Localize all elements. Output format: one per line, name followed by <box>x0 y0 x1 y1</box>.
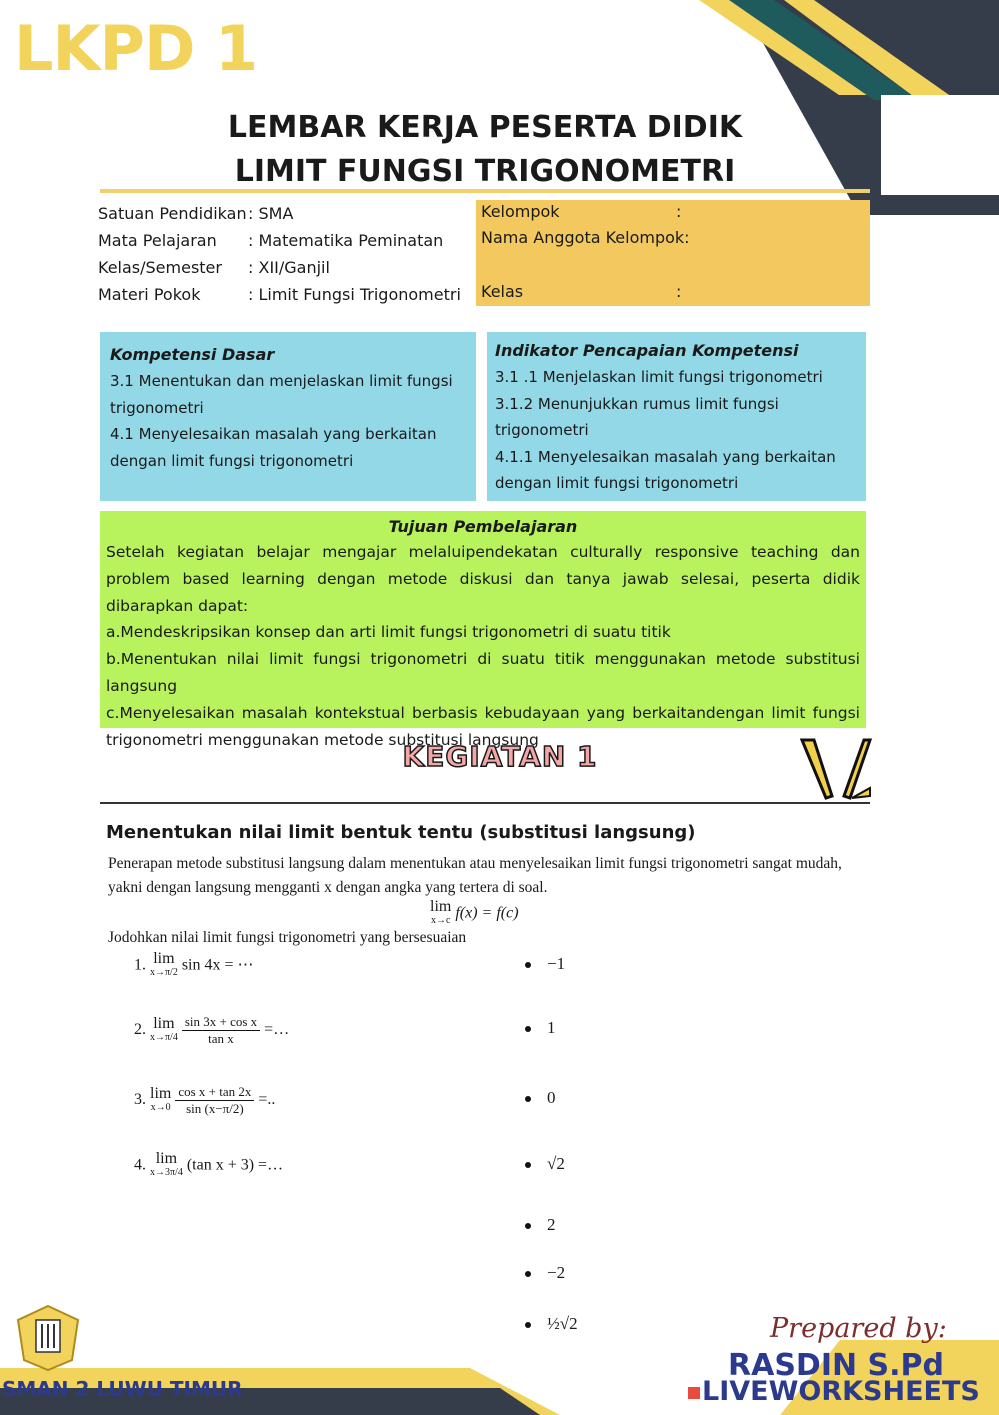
info-value: : Limit Fungsi Trigonometri <box>248 285 461 304</box>
fraction-denominator: tan x <box>208 1031 234 1046</box>
tujuan-c: c.Menyelesaikan masalah kontekstual berbasis kebudayaan yang berkaitandengan limit fungsi trigonometri menggunakan metode substitusi langsung <box>106 703 860 749</box>
option-value: ½√2 <box>547 1314 578 1333</box>
author-name: RASDIN S.Pd <box>728 1348 945 1383</box>
tujuan-b: b.Menentukan nilai limit fungsi trigonometri di suatu titik menggunakan metode substitusi langsung <box>106 650 860 695</box>
lim-sub: x→π/4 <box>150 1031 178 1043</box>
kelompok-label: Kelompok <box>481 202 560 221</box>
kelas-colon: : <box>676 282 682 301</box>
tujuan-box <box>100 511 866 749</box>
title-divider <box>100 189 870 193</box>
kegiatan-subtitle: Menentukan nilai limit bentuk tentu (substitusi langsung) <box>106 822 696 843</box>
info-row <box>98 281 461 308</box>
kegiatan-divider <box>100 802 870 804</box>
question-4 <box>134 1152 283 1180</box>
question-number: 1. <box>134 956 146 974</box>
option-value: 1 <box>547 1018 556 1037</box>
question-number: 3. <box>134 1091 146 1109</box>
kelompok-colon: : <box>676 202 682 221</box>
formula-body: f(x) = f(c) <box>455 904 519 922</box>
question-body: sin 4x = ⋯ <box>181 956 254 974</box>
info-row <box>98 227 461 254</box>
matching-instruction: Jodohkan nilai limit fungsi trigonometri yang bersesuaian <box>108 929 467 946</box>
kompetensi-line: trigonometri <box>110 398 204 417</box>
kompetensi-dasar-box <box>100 332 476 501</box>
title-line-1: LEMBAR KERJA PESERTA DIDIK <box>227 110 743 145</box>
lim-sub: x→0 <box>150 1101 171 1113</box>
limit-formula <box>430 900 519 928</box>
answer-option[interactable] <box>525 954 565 974</box>
kelas-label: Kelas <box>481 282 524 301</box>
lw-logo-icon <box>688 1387 700 1399</box>
lkpd-label: LKPD 1 <box>14 12 258 85</box>
indikator-line: dengan limit fungsi trigonometri <box>495 474 739 492</box>
indikator-line: 4.1.1 Menyelesaikan masalah yang berkaitan <box>495 447 836 466</box>
info-row <box>98 254 461 281</box>
option-value: −2 <box>547 1263 566 1282</box>
nama-anggota-label: Nama Anggota Kelompok: <box>481 228 690 247</box>
info-key: Kelas/Semester <box>98 258 222 277</box>
lim-word: lim <box>153 950 175 967</box>
tujuan-title: Tujuan Pembelajaran <box>388 517 578 536</box>
option-value: 0 <box>547 1088 556 1107</box>
answer-option[interactable] <box>525 1314 578 1334</box>
answer-option[interactable] <box>525 1154 565 1174</box>
answer-option[interactable] <box>525 1215 556 1235</box>
lim-word: lim <box>155 1150 178 1167</box>
question-3 <box>134 1084 275 1117</box>
lim-sub: x→π/2 <box>150 967 178 978</box>
tujuan-a: a.Mendeskripsikan konsep dan arti limit fungsi trigonometri di suatu titik <box>106 623 671 642</box>
info-key: Satuan Pendidikan <box>98 204 247 223</box>
watermark-text: LIVEWORKSHEETS <box>702 1376 980 1407</box>
tujuan-intro: Setelah kegiatan belajar mengajar melaluipendekatan culturally responsive teaching dan problem based learning dengan metode diskusi dan tanya jawab selesai, peserta didik dibarapkan dapat: <box>106 543 860 615</box>
title-line-2: LIMIT FUNGSI TRIGONOMETRI <box>234 154 736 189</box>
fraction-numerator: sin 3x + cos x <box>182 1014 260 1031</box>
question-number: 4. <box>134 1156 146 1174</box>
indikator-line: 3.1.2 Menunjukkan rumus limit fungsi <box>495 394 779 413</box>
option-value: √2 <box>547 1154 565 1173</box>
answer-option[interactable] <box>525 1088 556 1108</box>
lim-word: lim <box>150 1084 172 1102</box>
info-value: : XII/Ganjil <box>248 258 330 277</box>
school-logo-icon <box>12 1304 84 1372</box>
answer-option[interactable] <box>525 1263 565 1283</box>
group-box <box>476 200 870 306</box>
liveworksheets-watermark <box>688 1376 980 1407</box>
fraction-numerator: cos x + tan 2x <box>175 1084 254 1101</box>
question-1 <box>134 952 254 980</box>
burst-icon <box>800 738 872 802</box>
question-number: 2. <box>134 1021 146 1039</box>
option-value: 2 <box>547 1215 556 1234</box>
formula-lim: lim <box>430 898 452 915</box>
school-name: SMAN 2 LUWU TIMUR <box>2 1377 243 1401</box>
indikator-line: trigonometri <box>495 421 589 439</box>
question-body: (tan x + 3) =… <box>186 1156 284 1174</box>
indikator-line: 3.1 .1 Menjelaskan limit fungsi trigonometri <box>495 368 823 386</box>
question-2 <box>134 1014 289 1047</box>
kegiatan-title: KEGIATAN 1 <box>402 740 598 773</box>
indikator-box <box>487 332 866 501</box>
lim-sub: x→3π/4 <box>150 1167 183 1178</box>
kegiatan-paragraph: Penerapan metode substitusi langsung dalam menentukan atau menyelesaikan limit fungsi trigonometri sangat mudah, yakni dengan langsung mengganti x dengan angka yang tertera di soal. <box>108 855 842 896</box>
identity-info <box>98 200 461 308</box>
info-value: : Matematika Peminatan <box>248 231 444 250</box>
indikator-title: Indikator Pencapaian Kompetensi <box>495 341 799 360</box>
info-key: Mata Pelajaran <box>98 231 217 250</box>
kompetensi-line: 4.1 Menyelesaikan masalah yang berkaitan <box>110 425 437 443</box>
kompetensi-line: 3.1 Menentukan dan menjelaskan limit fungsi <box>110 372 453 390</box>
kompetensi-line: dengan limit fungsi trigonometri <box>110 451 354 470</box>
info-key: Materi Pokok <box>98 285 201 304</box>
prepared-by: Prepared by: <box>770 1313 947 1344</box>
info-row <box>98 200 461 227</box>
formula-sub: x→c <box>430 915 451 926</box>
question-tail: =… <box>264 1021 290 1039</box>
info-value: : SMA <box>248 204 294 223</box>
fraction-denominator: sin (x−π/2) <box>186 1101 244 1116</box>
lim-word: lim <box>153 1014 175 1032</box>
kompetensi-title: Kompetensi Dasar <box>110 345 275 364</box>
answer-option[interactable] <box>525 1018 556 1038</box>
option-value: −1 <box>547 954 566 973</box>
question-tail: =.. <box>258 1091 276 1109</box>
